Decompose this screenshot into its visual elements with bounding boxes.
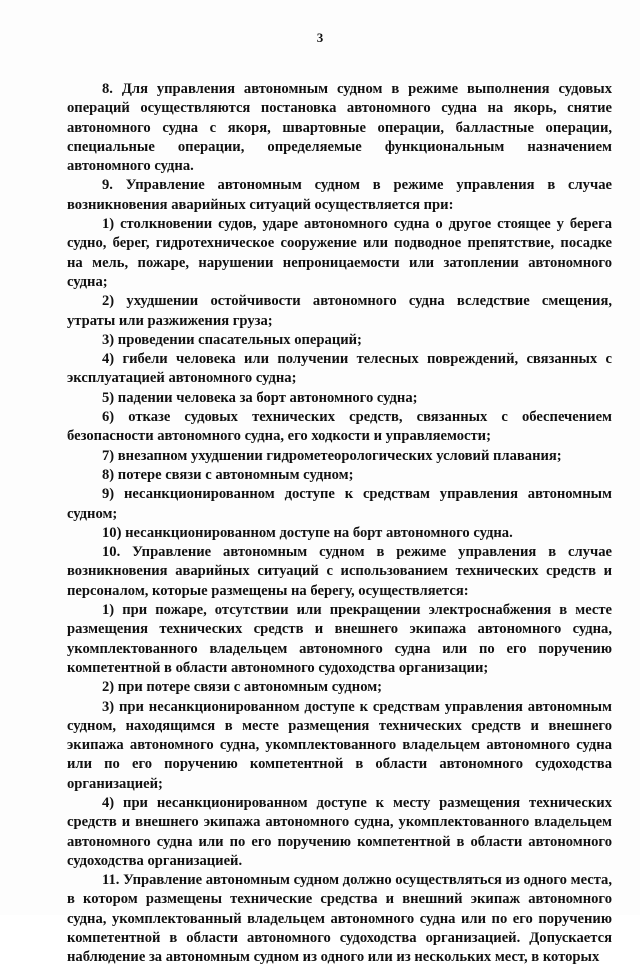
list-item-9-7: 7) внезапном ухудшении гидрометеорологических условий плавания; <box>102 447 562 464</box>
list-item-9-9: 9) несанкционированном доступе к средствам управления автономным судном; <box>67 486 612 522</box>
paragraph-8: 8. Для управления автономным судном в режиме выполнения судовых операций осуществляются постановка автономного судна на якорь, снятие автономного судна с якоря, швартовные операции, балластные операции, специальные операции, определяемые функциональным назначением автономного судна. <box>67 81 612 175</box>
list-item-9-5: 5) падении человека за борт автономного судна; <box>102 389 418 406</box>
page-number: 3 <box>316 30 324 45</box>
list-item-10-1: 1) при пожаре, отсутствии или прекращении электроснабжения в месте размещения технических средств и внешнего экипажа автономного судна, укомплектованного владельцем автономного судна или по его поручению компетентной в области автономного судоходства организации; <box>67 602 612 676</box>
list-item-10-2: 2) при потере связи с автономным судном; <box>102 679 383 696</box>
list-item-9-1: 1) столкновении судов, ударе автономного судна о другое стоящее у берега судно, берег, гидротехническое сооружение или подводное препятствие, посадке на мель, пожаре, нарушении непроницаемости или затоплении автономного судна; <box>67 216 612 290</box>
list-item-9-2: 2) ухудшении остойчивости автономного судна вследствие смещения, утраты или разжижения груза; <box>67 293 612 329</box>
list-item-9-3: 3) проведении спасательных операций; <box>102 331 362 348</box>
list-item-10-3: 3) при несанкционированном доступе к средствам управления автономным судном, находящимся в месте размещения технических средств и внешнего экипажа автономного судна, укомплектованного владельцем автономного судна или по его поручению компетентной в области автономного судоходства организацией; <box>67 698 612 792</box>
document-body <box>67 80 612 968</box>
paragraph-11: 11. Управление автономным судном должно осуществляться из одного места, в котором размещены технические средства и внешний экипаж автономного судна, укомплектованный владельцем автономного судна или по его поручению компетентной в области автономного судоходства организацией. Допускается наблюдение за автономным судном из одного или из нескольких мест, в которых <box>67 872 612 966</box>
list-item-10-4: 4) при несанкционированном доступе к месту размещения технических средств и внешнего экипажа автономного судна, укомплектованного владельцем автономного судна или по его поручению компетентной в области автономного судоходства организацией. <box>67 794 612 869</box>
list-item-9-4: 4) гибели человека или получении телесных повреждений, связанных с эксплуатацией автономного судна; <box>67 351 612 387</box>
paragraph-9: 9. Управление автономным судном в режиме управления в случае возникновения аварийных ситуаций осуществляется при: <box>67 177 612 213</box>
list-item-9-10: 10) несанкционированном доступе на борт автономного судна. <box>102 524 513 541</box>
paragraph-10: 10. Управление автономным судном в режиме управления в случае возникновения аварийных ситуаций с использованием технических средств и персоналом, которые размещены на берегу, осуществляется: <box>67 544 612 599</box>
list-item-9-6: 6) отказе судовых технических средств, связанных с обеспечением безопасности автономного судна, его ходкости и управляемости; <box>67 409 612 445</box>
list-item-9-8: 8) потере связи с автономным судном; <box>102 466 354 483</box>
